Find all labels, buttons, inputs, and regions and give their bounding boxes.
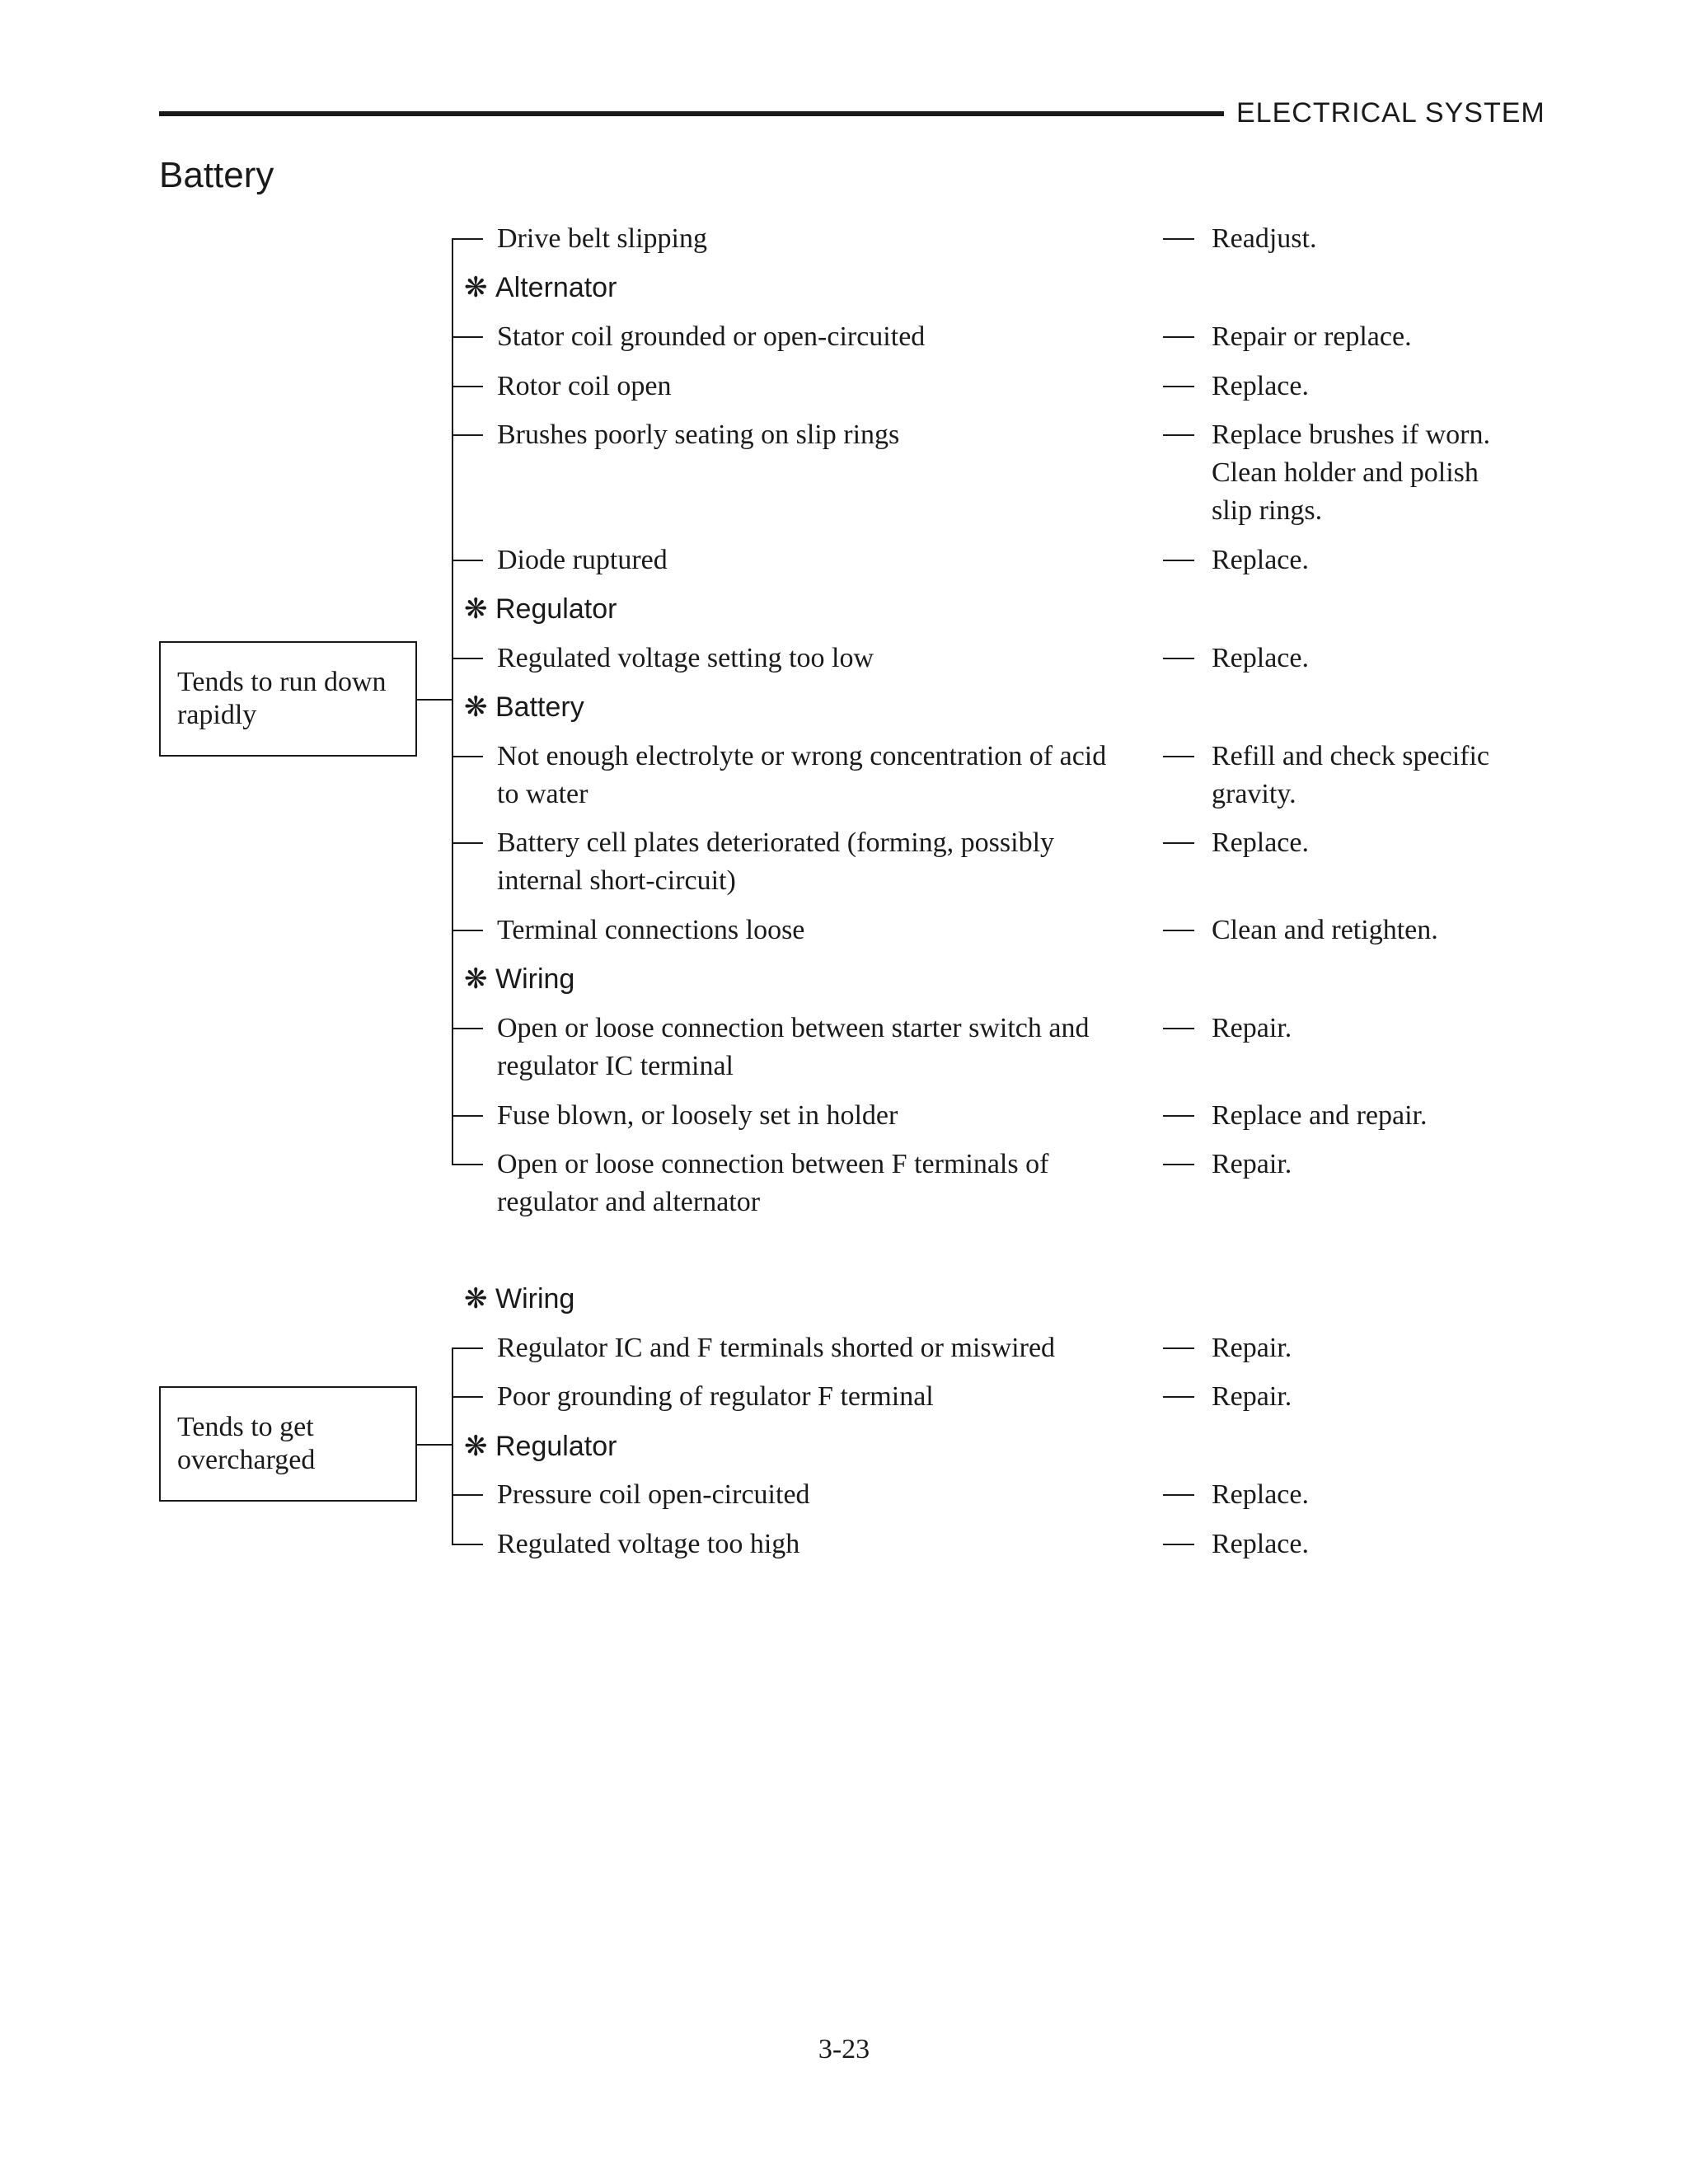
remedy-connector: [1163, 1028, 1194, 1029]
remedy-text: Replace brushes if worn. Clean holder and polish slip rings.: [1212, 419, 1491, 526]
remedy-connector: [1163, 336, 1194, 338]
branch-trunk: [452, 1347, 453, 1545]
remedy-text: Replace.: [1212, 371, 1309, 401]
remedy-connector: [1163, 1164, 1194, 1165]
cause-text: Poor grounding of regulator F terminal: [497, 1381, 934, 1412]
cause-text: Pressure coil open-circuited: [497, 1479, 810, 1510]
cause-text: Regulator IC and F terminals shorted or miswired: [497, 1333, 1056, 1363]
remedy-text: Replace.: [1212, 1529, 1309, 1559]
cause-connector: [452, 560, 483, 561]
remedy-text: Replace.: [1212, 643, 1309, 673]
category-label: Battery: [495, 691, 584, 723]
remedy-connector: [1163, 842, 1194, 844]
category-heading: [464, 1427, 617, 1465]
category-label: Wiring: [495, 963, 575, 995]
cause-connector: [452, 842, 483, 844]
remedy-text: Repair.: [1212, 1013, 1292, 1043]
remedy-text: Repair.: [1212, 1333, 1292, 1363]
remedy-text: Readjust.: [1212, 223, 1317, 254]
category-heading: [464, 1280, 574, 1318]
remedy-text: Repair.: [1212, 1381, 1292, 1412]
category-label: Regulator: [495, 1431, 617, 1462]
cause-text: Battery cell plates deteriorated (forming, possibly internal short-circuit): [497, 827, 1055, 896]
cause-text: Rotor coil open: [497, 371, 672, 401]
category-heading: [464, 960, 574, 998]
asterism-icon: ❋: [464, 1283, 488, 1315]
cause-connector: [452, 1494, 483, 1496]
remedy-connector: [1163, 434, 1194, 436]
cause-text: Open or loose connection between F terminals of regulator and alternator: [497, 1149, 1049, 1217]
page-number: 3-23: [818, 2034, 870, 2064]
remedy-connector: [1163, 1115, 1194, 1117]
cause-text: Regulated voltage setting too low: [497, 643, 874, 673]
remedy-connector: [1163, 1347, 1194, 1349]
header-rule: [159, 111, 1224, 116]
asterism-icon: ❋: [464, 593, 488, 625]
remedy-text: Replace.: [1212, 827, 1309, 858]
symptom-box: Tends to get overcharged: [159, 1386, 417, 1502]
remedy-text: Clean and retighten.: [1212, 915, 1438, 945]
cause-connector: [452, 238, 483, 240]
asterism-icon: ❋: [464, 963, 488, 995]
branch-trunk: [452, 238, 453, 1165]
cause-connector: [452, 1396, 483, 1398]
remedy-text: Repair.: [1212, 1149, 1292, 1179]
cause-text: Drive belt slipping: [497, 223, 707, 254]
asterism-icon: ❋: [464, 691, 488, 723]
category-heading: [464, 590, 617, 628]
cause-connector: [452, 1115, 483, 1117]
cause-text: Regulated voltage too high: [497, 1529, 800, 1559]
cause-connector: [452, 336, 483, 338]
cause-text: Fuse blown, or loosely set in holder: [497, 1100, 898, 1131]
asterism-icon: ❋: [464, 272, 488, 303]
category-heading: [464, 269, 617, 307]
cause-text: Not enough electrolyte or wrong concentration of acid to water: [497, 741, 1107, 809]
category-label: Regulator: [495, 593, 617, 625]
category-heading: [464, 688, 584, 726]
category-label: Alternator: [495, 272, 617, 303]
category-label: Wiring: [495, 1283, 575, 1315]
cause-text: Terminal connections loose: [497, 915, 805, 945]
cause-text: Open or loose connection between starter switch and regulator IC terminal: [497, 1013, 1090, 1081]
remedy-connector: [1163, 1544, 1194, 1545]
running-head: ELECTRICAL SYSTEM: [1236, 97, 1545, 129]
remedy-text: Refill and check specific gravity.: [1212, 741, 1490, 809]
remedy-text: Repair or replace.: [1212, 321, 1412, 352]
remedy-text: Replace and repair.: [1212, 1100, 1428, 1131]
cause-connector: [452, 1164, 483, 1165]
cause-connector: [452, 756, 483, 757]
remedy-connector: [1163, 658, 1194, 659]
symptom-connector: [417, 699, 452, 701]
cause-text: Diode ruptured: [497, 545, 668, 575]
cause-text: Stator coil grounded or open-circuited: [497, 321, 926, 352]
symptom-box: Tends to run down rapidly: [159, 641, 417, 757]
remedy-text: Replace.: [1212, 545, 1309, 575]
cause-connector: [452, 434, 483, 436]
asterism-icon: ❋: [464, 1431, 488, 1462]
cause-text: Brushes poorly seating on slip rings: [497, 419, 900, 450]
remedy-connector: [1163, 756, 1194, 757]
cause-connector: [452, 1028, 483, 1029]
remedy-text: Replace.: [1212, 1479, 1309, 1510]
cause-connector: [452, 1544, 483, 1545]
cause-connector: [452, 930, 483, 931]
remedy-connector: [1163, 238, 1194, 240]
remedy-connector: [1163, 1494, 1194, 1496]
remedy-connector: [1163, 1396, 1194, 1398]
remedy-connector: [1163, 930, 1194, 931]
remedy-connector: [1163, 386, 1194, 387]
remedy-connector: [1163, 560, 1194, 561]
cause-connector: [452, 1347, 483, 1349]
cause-connector: [452, 658, 483, 659]
section-title: Battery: [159, 155, 274, 195]
symptom-connector: [417, 1444, 452, 1446]
cause-connector: [452, 386, 483, 387]
